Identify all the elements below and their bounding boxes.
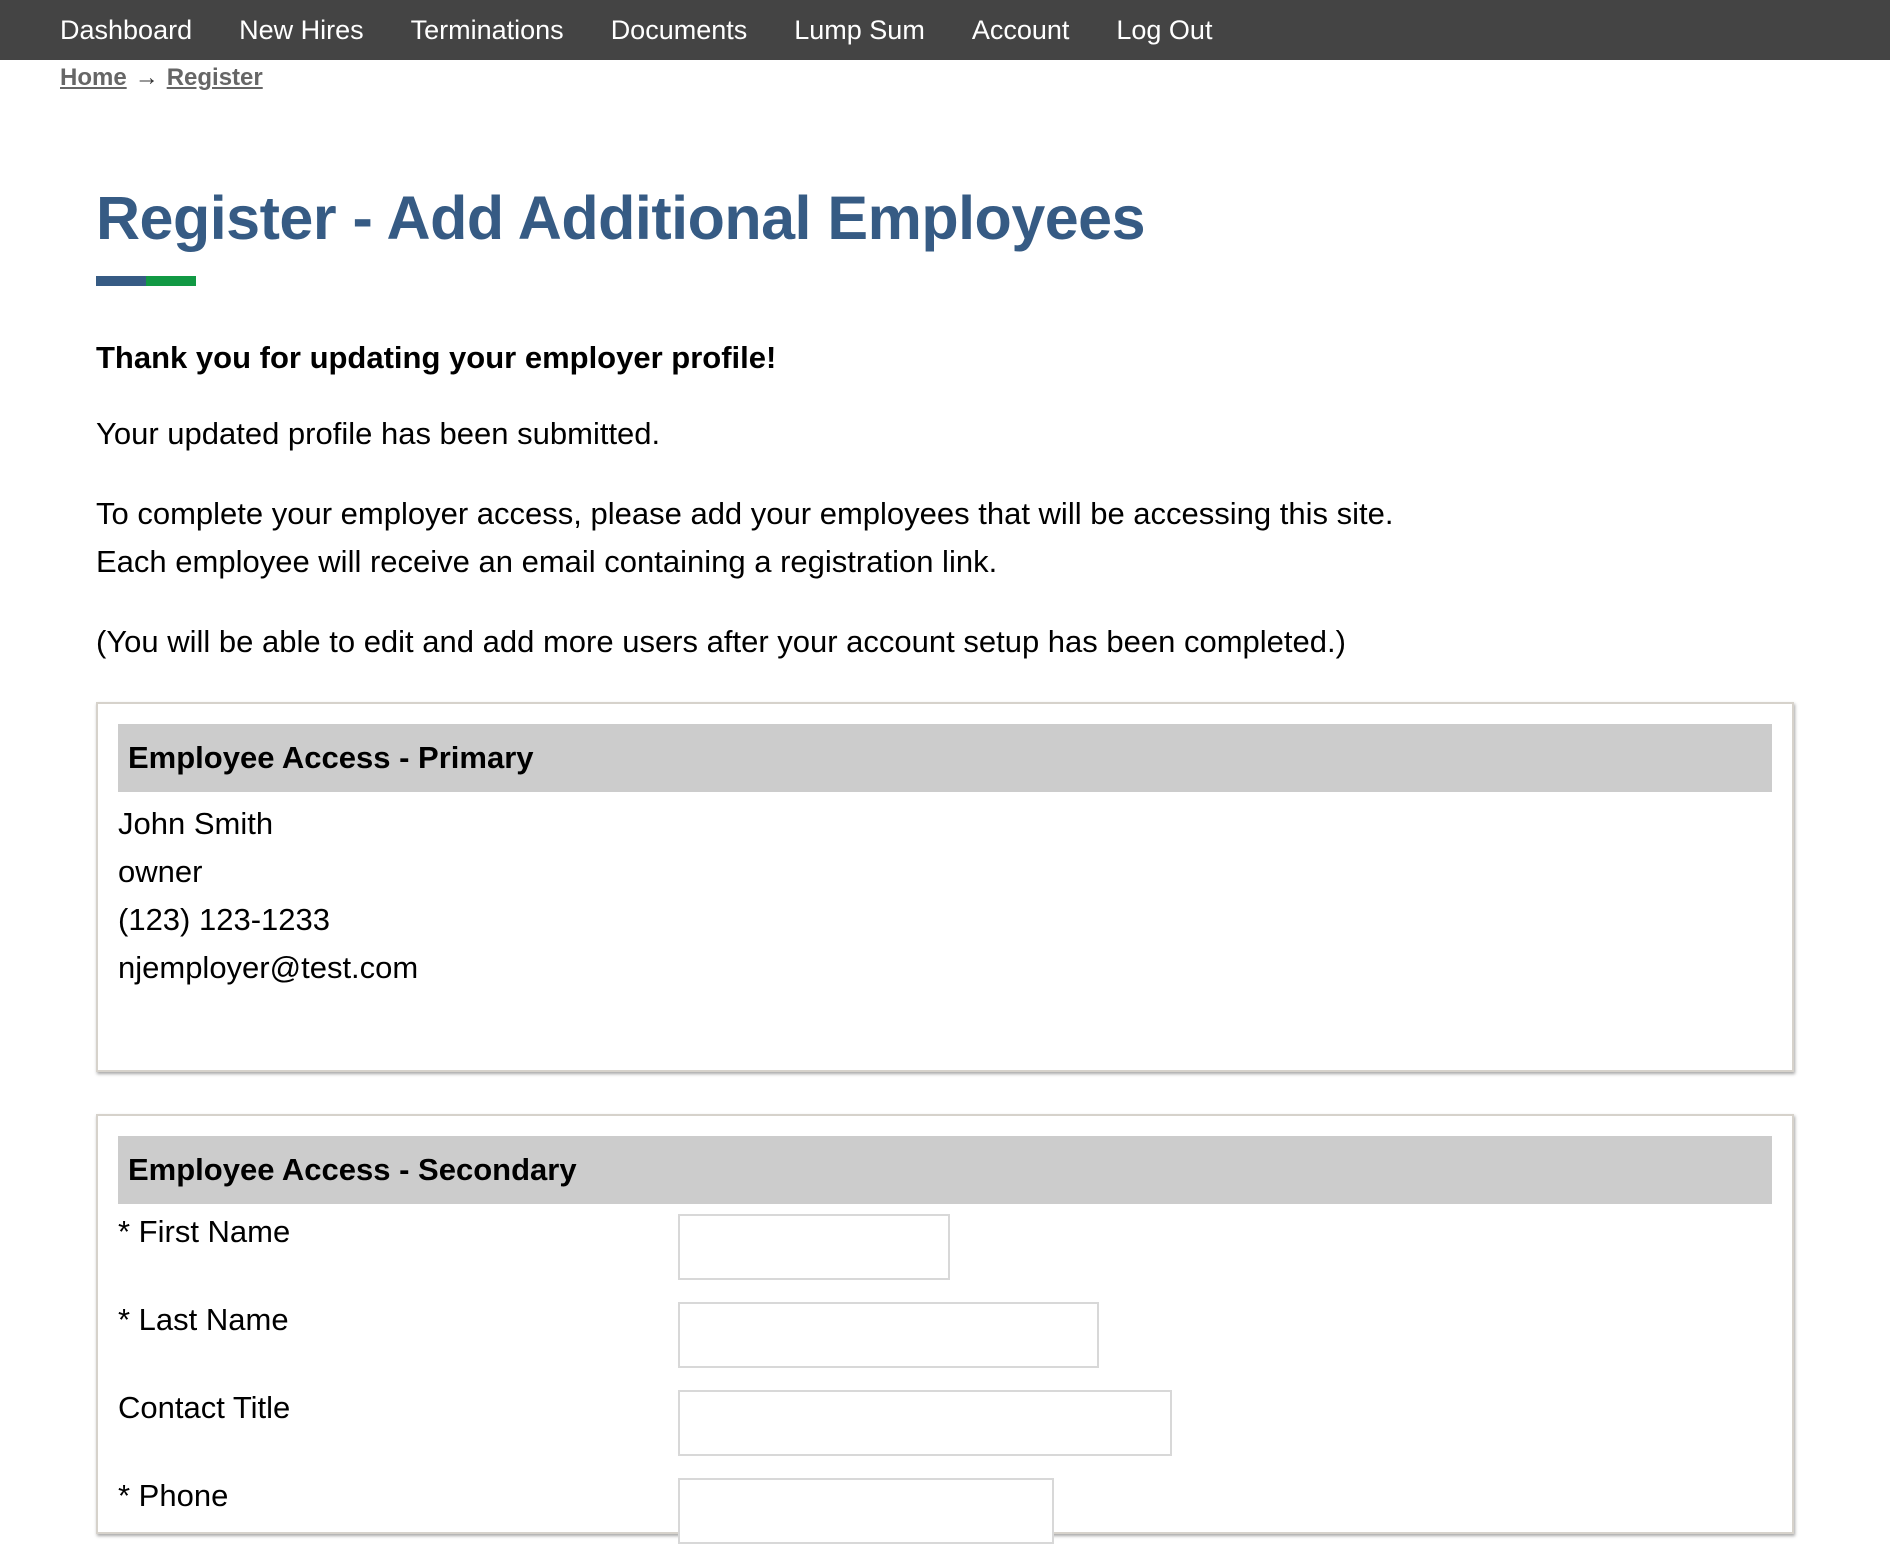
thank-you-message: Thank you for updating your employer profile! bbox=[96, 340, 777, 375]
primary-phone: (123) 123-1233 bbox=[118, 902, 330, 937]
form-row-phone bbox=[98, 1468, 1792, 1556]
instructions bbox=[96, 490, 1796, 586]
primary-contact-info bbox=[118, 800, 1792, 992]
nav-dashboard[interactable]: Dashboard bbox=[60, 15, 193, 45]
secondary-access-panel bbox=[96, 1114, 1794, 1534]
submitted-message: Your updated profile has been submitted. bbox=[96, 416, 661, 451]
contact-title-label: Contact Title bbox=[118, 1390, 291, 1425]
nav-terminations[interactable]: Terminations bbox=[410, 15, 564, 45]
first-name-input[interactable] bbox=[678, 1214, 950, 1280]
title-underline-green bbox=[146, 276, 196, 286]
secondary-panel-header: Employee Access - Secondary bbox=[118, 1136, 1772, 1204]
breadcrumb bbox=[60, 64, 263, 92]
nav-new-hires[interactable]: New Hires bbox=[239, 15, 364, 45]
primary-email: njemployer@test.com bbox=[118, 950, 419, 985]
title-underline-blue bbox=[96, 276, 146, 286]
breadcrumb-arrow-icon: → bbox=[134, 64, 159, 91]
breadcrumb-register-link[interactable]: Register bbox=[166, 64, 263, 91]
form-row-contact-title bbox=[98, 1380, 1792, 1468]
phone-label: * Phone bbox=[118, 1478, 229, 1513]
nav-log-out[interactable]: Log Out bbox=[1116, 15, 1213, 45]
title-underline bbox=[96, 276, 196, 286]
phone-input[interactable] bbox=[678, 1478, 1054, 1544]
first-name-label: * First Name bbox=[118, 1214, 291, 1249]
last-name-input[interactable] bbox=[678, 1302, 1099, 1368]
primary-access-panel bbox=[96, 702, 1794, 1072]
instructions-line-1: To complete your employer access, please add your employees that will be accessing this site. bbox=[96, 496, 1394, 531]
primary-panel-header: Employee Access - Primary bbox=[118, 724, 1772, 792]
last-name-label: * Last Name bbox=[118, 1302, 289, 1337]
primary-name: John Smith bbox=[118, 806, 274, 841]
page-title: Register - Add Additional Employees bbox=[96, 184, 1146, 252]
breadcrumb-home-link[interactable]: Home bbox=[60, 64, 127, 91]
nav-account[interactable]: Account bbox=[971, 15, 1070, 45]
form-row-last-name bbox=[98, 1292, 1792, 1380]
form-row-first-name bbox=[98, 1204, 1792, 1292]
nav-documents[interactable]: Documents bbox=[610, 15, 748, 45]
secondary-form bbox=[98, 1204, 1792, 1556]
note-message: (You will be able to edit and add more users after your account setup has been completed.) bbox=[96, 624, 1346, 659]
main-content bbox=[96, 176, 1796, 666]
primary-title: owner bbox=[118, 854, 203, 889]
instructions-line-2: Each employee will receive an email containing a registration link. bbox=[96, 544, 998, 579]
contact-title-input[interactable] bbox=[678, 1390, 1172, 1456]
top-nav bbox=[0, 0, 1890, 60]
nav-lump-sum[interactable]: Lump Sum bbox=[794, 15, 925, 45]
